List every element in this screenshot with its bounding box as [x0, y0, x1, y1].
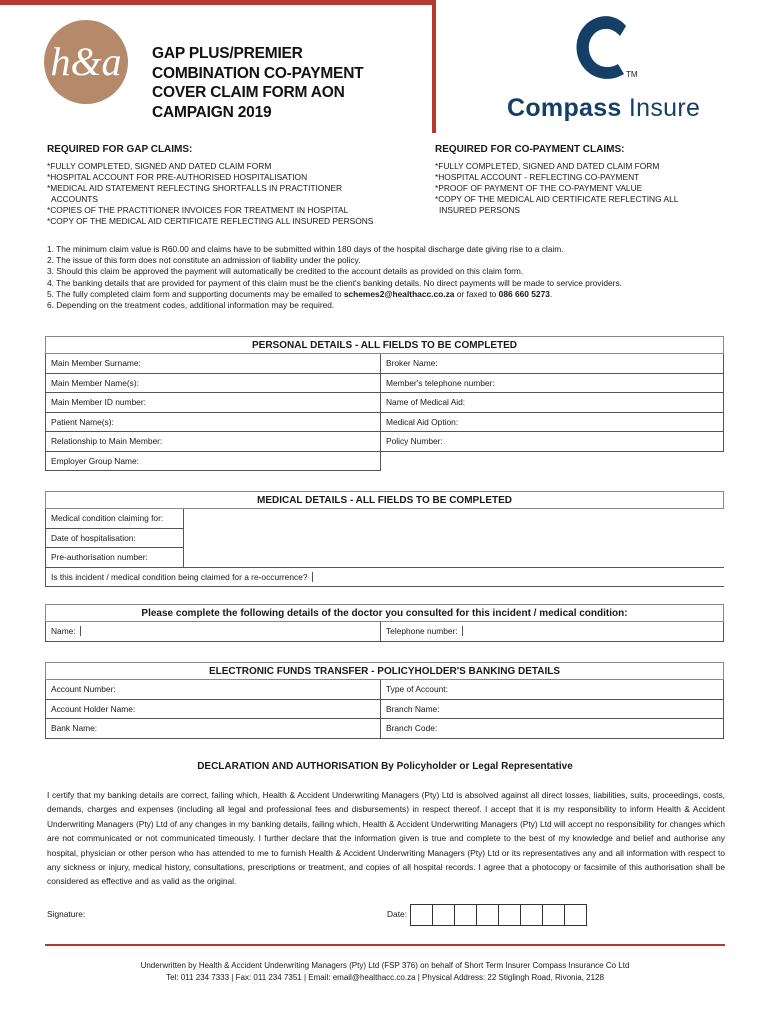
bank-name-field[interactable]: Bank Name: — [46, 719, 381, 739]
list-item: *MEDICAL AID STATEMENT REFLECTING SHORTFALLS IN PRACTITIONER — [47, 182, 343, 193]
copay-requirements-list — [435, 161, 678, 216]
account-number-field[interactable]: Account Number: — [46, 680, 381, 700]
compass-insure-logo — [507, 94, 700, 123]
trademark-mark: TM — [626, 70, 638, 79]
date-digit-box[interactable] — [454, 904, 477, 926]
policy-number-field[interactable]: Policy Number: — [381, 432, 724, 452]
medical-aid-field[interactable]: Name of Medical Aid: — [381, 393, 724, 413]
date-digit-box[interactable] — [564, 904, 587, 926]
medical-aid-option-field[interactable]: Medical Aid Option: — [381, 412, 724, 432]
date-digit-box[interactable] — [432, 904, 455, 926]
note-item: 1. The minimum claim value is R60.00 and claims have to be submitted within 180 days of the hospital discharge date giving rise to a claim. — [47, 244, 564, 254]
gap-requirements-heading: REQUIRED FOR GAP CLAIMS: — [47, 144, 193, 155]
branch-code-field[interactable]: Branch Code: — [381, 719, 724, 739]
doctor-telephone-field[interactable] — [381, 622, 724, 642]
personal-details-heading: PERSONAL DETAILS - ALL FIELDS TO BE COMPLETED — [46, 337, 724, 354]
member-telephone-field[interactable]: Member's telephone number: — [381, 373, 724, 393]
list-item: *FULLY COMPLETED, SIGNED AND DATED CLAIM FORM — [435, 161, 660, 171]
empty-cell — [184, 509, 724, 529]
recurrence-label: Is this incident / medical condition being claimed for a re-occurrence? — [51, 572, 313, 582]
personal-details-table — [45, 336, 724, 471]
doctor-telephone-label: Telephone number: — [386, 626, 463, 636]
doctor-name-label: Name: — [51, 626, 81, 636]
note-item: 2. The issue of this form does not constitute an admission of liability under the policy. — [47, 255, 361, 266]
account-holder-field[interactable]: Account Holder Name: — [46, 699, 381, 719]
relationship-field[interactable]: Relationship to Main Member: — [46, 432, 381, 452]
empty-cell — [184, 528, 724, 548]
date-digit-box[interactable] — [410, 904, 433, 926]
note-item: 3. Should this claim be approved the payment will automatically be credited to the account details as provided on this claim form. — [47, 266, 524, 277]
note-item: 4. The banking details that are provided for payment of this claim must be the client's banking details. No direct payments will be made to service providers. — [47, 277, 622, 288]
form-title — [152, 44, 422, 122]
compass-word: Compass — [507, 94, 622, 122]
ha-logo — [44, 20, 128, 104]
claim-notes — [47, 244, 737, 311]
branch-name-field[interactable]: Branch Name: — [381, 699, 724, 719]
gap-requirements-list — [47, 161, 373, 226]
note-item — [47, 289, 737, 300]
patient-names-field[interactable]: Patient Name(s): — [46, 412, 381, 432]
broker-field[interactable]: Broker Name: — [381, 354, 724, 374]
empty-cell — [184, 548, 724, 568]
member-id-field[interactable]: Main Member ID number: — [46, 393, 381, 413]
medical-details-table — [45, 491, 724, 587]
list-item: *COPIES OF THE PRACTITIONER INVOICES FOR TREATMENT IN HOSPITAL — [47, 204, 349, 215]
list-item: *HOSPITAL ACCOUNT - REFLECTING CO-PAYMENT — [435, 171, 640, 182]
note-text: 5. The fully completed claim form and supporting documents may be emailed to — [47, 288, 344, 299]
title-line: CAMPAIGN 2019 — [152, 103, 272, 121]
preauth-number-field[interactable]: Pre-authorisation number: — [46, 548, 184, 568]
title-line: GAP PLUS/PREMIER — [152, 45, 303, 62]
claims-fax: 086 660 5273 — [498, 288, 550, 299]
doctor-details-table — [45, 604, 724, 642]
date-digit-box[interactable] — [476, 904, 499, 926]
account-type-field[interactable]: Type of Account: — [381, 680, 724, 700]
list-item: *COPY OF THE MEDICAL AID CERTIFICATE REFLECTING ALL INSURED PERSONS — [47, 215, 374, 226]
banking-details-table — [45, 662, 724, 739]
date-digit-box[interactable] — [542, 904, 565, 926]
ha-logo-text: h&a — [50, 39, 122, 84]
list-item: *PROOF OF PAYMENT OF THE CO-PAYMENT VALUE — [435, 182, 643, 193]
list-item: *HOSPITAL ACCOUNT FOR PRE-AUTHORISED HOSPITALISATION — [47, 171, 308, 182]
header-divider — [432, 0, 436, 133]
note-item: 6. Depending on the treatment codes, additional information may be required. — [47, 300, 335, 311]
signature-field[interactable]: Signature: — [47, 909, 86, 919]
empty-cell — [381, 451, 724, 471]
claims-email: schemes2@healthacc.co.za — [343, 288, 455, 299]
list-item: *FULLY COMPLETED, SIGNED AND DATED CLAIM FORM — [47, 161, 272, 171]
recurrence-field[interactable] — [46, 567, 724, 587]
list-item: ACCOUNTS — [51, 193, 98, 204]
title-line: COMBINATION CO-PAYMENT — [152, 64, 364, 82]
date-digit-box[interactable] — [498, 904, 521, 926]
employer-group-field[interactable]: Employer Group Name: — [46, 451, 381, 471]
declaration-heading: DECLARATION AND AUTHORISATION By Policyholder or Legal Representative — [197, 761, 573, 772]
surname-field[interactable]: Main Member Surname: — [46, 354, 381, 374]
medical-condition-field[interactable]: Medical condition claiming for: — [46, 509, 184, 529]
note-text: . — [549, 288, 553, 299]
footer-contacts: Tel: 011 234 7333 | Fax: 011 234 7351 | Email: email@healthacc.co.za | Physical Address: 22 Stiglingh Road, Rivonia, 2128 — [166, 973, 604, 982]
hospitalisation-date-field[interactable]: Date of hospitalisation: — [46, 528, 184, 548]
medical-details-heading: MEDICAL DETAILS - ALL FIELDS TO BE COMPLETED — [46, 492, 724, 509]
banking-details-heading: ELECTRONIC FUNDS TRANSFER - POLICYHOLDER'S BANKING DETAILS — [46, 663, 724, 680]
list-item: INSURED PERSONS — [439, 204, 520, 215]
date-digit-box[interactable] — [520, 904, 543, 926]
list-item: *COPY OF THE MEDICAL AID CERTIFICATE REFLECTING ALL — [435, 193, 679, 204]
insure-word: Insure — [621, 94, 701, 122]
copay-requirements-heading: REQUIRED FOR CO-PAYMENT CLAIMS: — [435, 144, 625, 155]
doctor-details-heading: Please complete the following details of the doctor you consulted for this incident / medical condition: — [46, 605, 724, 622]
header-accent-bar — [0, 0, 435, 5]
note-text: or faxed to — [454, 288, 499, 299]
footer-underwriter: Underwritten by Health & Accident Underwriting Managers (Pty) Ltd (FSP 376) on behalf of Short Term Insurer Compass Insurance Co Ltd — [140, 961, 630, 970]
doctor-name-field[interactable] — [46, 622, 381, 642]
footer-divider — [45, 944, 725, 946]
date-label: Date: — [387, 909, 408, 919]
member-names-field[interactable]: Main Member Name(s): — [46, 373, 381, 393]
title-line: COVER CLAIM FORM AON — [152, 84, 345, 101]
declaration-text: I certify that my banking details are correct, failing which, Health & Accident Underwriting Managers (Pty) Ltd is absolved against all direct losses, liabilities, suits, proceedings, costs, demands, charges and expenses (including all legal and professional fees and disbursements) in respect thereof. I accept that it is my responsibility to inform Health & Accident Underwriting Managers (Pty) Ltd of any changes in my banking details, failing which, Health & Accident Underwriting Managers (Pty) Ltd will accept no responsibility for changes which are not communicated or not communicated timeously. I further declare that the information given is true and complete to the best of my knowledge and belief and authorise any hospital, physician or other person who has attended to me to furnish Health & Accident Underwriting Managers (Pty) Ltd or its representatives any and all information with respect to any sickness or injury, medical history, consultations, prescriptions or treatment, and copies of all hospital records. I agree that a photocopy or facsimile of this authorisation shall be considered as effective and as valid as the original. — [47, 790, 725, 887]
